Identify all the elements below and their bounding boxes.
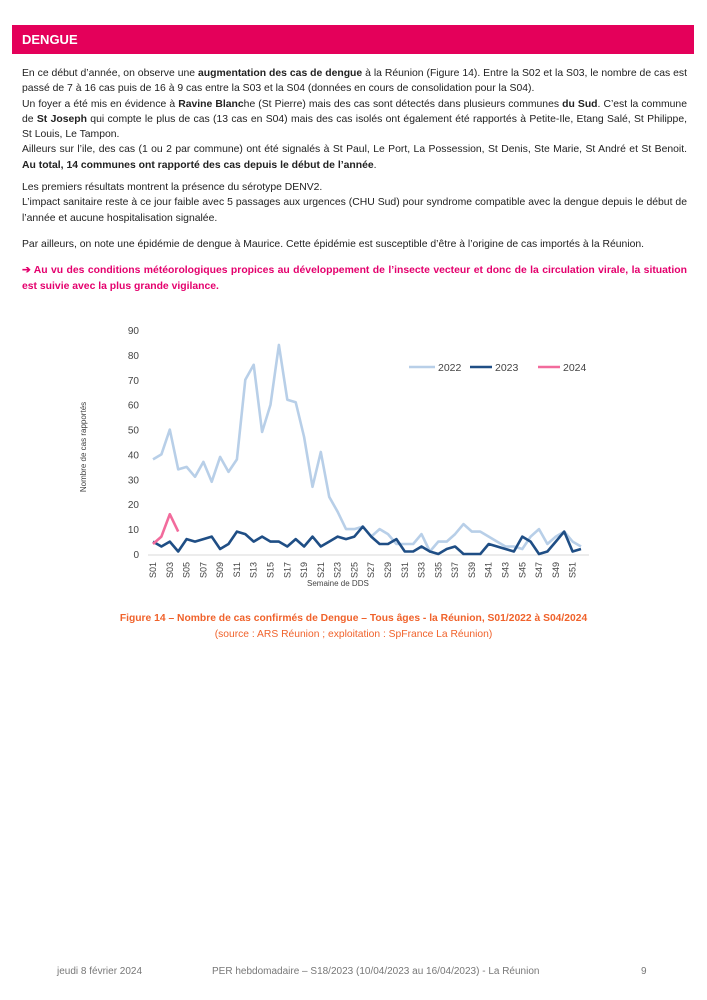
legend-label-2022: 2022 <box>438 362 462 374</box>
bold-run: du Sud <box>562 98 598 110</box>
paragraph-impact: L’impact sanitaire reste à ce jour faible avec 5 passages aux urgences (CHU Sud) pour syndrome compatible avec la dengue depuis le début de l’année et aucune hospitalisation signalée. <box>22 197 687 224</box>
x-tick-label: S21 <box>315 562 326 579</box>
paragraph-maurice: Par ailleurs, on note une épidémie de dengue à Maurice. Cette épidémie est susceptible d’être à l’origine de cas importés à la Réunion. <box>22 238 645 250</box>
page-number: 9 <box>641 966 647 977</box>
x-tick-label: S51 <box>567 562 578 579</box>
bold-run: Au total, 14 communes ont rapporté des cas depuis le début de l’année <box>22 159 374 171</box>
y-axis-title: Nombre de cas rapportés <box>79 401 88 493</box>
x-tick-label: S15 <box>265 562 276 579</box>
text-run: à la Réunion (Figure 14). Entre la S02 et la S03, le nombre de cas est passé de 7 à 16 cas puis de 16 à 9 cas entre la S03 et la S04 (données en cours de consolidation pour la S04). <box>22 68 688 95</box>
y-tick-label: 80 <box>127 350 139 362</box>
x-tick-label: S19 <box>299 562 310 579</box>
section-title: DENGUE <box>22 32 78 47</box>
figure-title: Figure 14 – Nombre de cas confirmés de Dengue – Tous âges - la Réunion, S01/2022 à S04/2024 <box>119 613 588 624</box>
arrow-right-icon: ➔ <box>22 265 31 277</box>
x-tick-label: S13 <box>248 562 259 579</box>
text-run: Un foyer a été mis en évidence à <box>22 98 179 110</box>
x-tick-label: S41 <box>483 562 494 579</box>
paragraph-2 <box>22 97 687 143</box>
paragraph-1 <box>22 66 687 97</box>
legend-label-2024: 2024 <box>563 362 587 374</box>
x-tick-label: S25 <box>349 562 360 579</box>
text-run: Ailleurs sur l’ile, des cas (1 ou 2 par commune) ont été signalés à St Paul, Le Port, La Possession, St Denis, Ste Marie, St André et St Benoit. <box>22 144 687 156</box>
x-tick-label: S05 <box>181 562 192 579</box>
x-tick-label: S37 <box>450 562 461 579</box>
chart-svg <box>0 310 707 600</box>
x-tick-label: S17 <box>282 562 293 579</box>
alert-paragraph <box>22 263 687 294</box>
x-tick-label: S07 <box>198 562 209 579</box>
text-run: . <box>373 159 377 171</box>
x-tick-label: S33 <box>416 562 427 579</box>
x-tick-label: S45 <box>517 562 528 579</box>
x-axis <box>148 562 578 578</box>
x-tick-label: S47 <box>534 562 545 579</box>
y-tick-label: 10 <box>127 525 139 537</box>
y-tick-label: 60 <box>127 400 139 412</box>
legend-label-2023: 2023 <box>495 362 519 374</box>
x-tick-label: S39 <box>466 562 477 579</box>
bold-run: augmentation des cas de dengue <box>197 68 363 79</box>
y-tick-label: 40 <box>127 450 139 462</box>
footer-publication: PER hebdomadaire – S18/2023 (10/04/2023 au 16/04/2023) - La Réunion <box>212 966 540 977</box>
paragraph-serotype: Les premiers résultats montrent la présence du sérotype DENV2. <box>22 182 323 194</box>
text-run: . C’est la commune de <box>22 98 687 125</box>
text-run: he (St Pierre) mais des cas sont détectés dans plusieurs communes <box>243 98 563 110</box>
series-line-2024 <box>153 514 178 544</box>
x-tick-label: S35 <box>433 562 444 579</box>
y-tick-label: 50 <box>127 425 139 437</box>
series-lines <box>153 345 581 554</box>
figure-source: (source : ARS Réunion ; exploitation : SpFrance La Réunion) <box>214 629 493 640</box>
y-tick-label: 90 <box>127 326 139 337</box>
x-tick-label: S23 <box>332 562 343 579</box>
x-tick-label: S49 <box>550 562 561 579</box>
x-axis-title: Semaine de DDS <box>307 579 369 588</box>
x-tick-label: S31 <box>399 562 410 579</box>
dengue-chart <box>0 310 707 600</box>
bold-run: Ravine Blanc <box>178 98 244 110</box>
y-tick-label: 0 <box>133 550 139 561</box>
series-line-2023 <box>153 527 581 554</box>
x-tick-label: S01 <box>148 562 158 579</box>
x-tick-label: S29 <box>382 562 393 579</box>
text-run: qui compte le plus de cas (13 cas en S04) mais des cas isolés ont également été rapportés à Petite-Ile, Etang Salé, St Philippe, St Louis, Le Tampon. <box>22 113 687 141</box>
section-header <box>12 25 694 54</box>
series-line-2022 <box>153 345 581 552</box>
x-tick-label: S03 <box>164 562 175 579</box>
text-run: En ce début d’année, on observe une <box>22 68 198 79</box>
footer-date: jeudi 8 février 2024 <box>57 966 143 977</box>
x-tick-label: S43 <box>500 562 511 579</box>
x-tick-label: S27 <box>366 562 377 579</box>
bold-run: St Joseph <box>36 113 87 125</box>
x-tick-label: S11 <box>231 562 242 578</box>
legend <box>409 362 587 374</box>
body-text <box>22 66 687 294</box>
alert-text: Au vu des conditions météorologiques propices au développement de l’insecte vecteur et donc de la circulation virale, la situation est suivie avec la plus grande vigilance. <box>22 265 687 292</box>
y-tick-label: 30 <box>127 475 139 487</box>
y-tick-label: 70 <box>127 375 139 387</box>
x-tick-label: S09 <box>215 562 226 579</box>
paragraph-3 <box>22 142 687 173</box>
y-axis <box>128 326 140 561</box>
y-tick-label: 20 <box>127 500 139 512</box>
